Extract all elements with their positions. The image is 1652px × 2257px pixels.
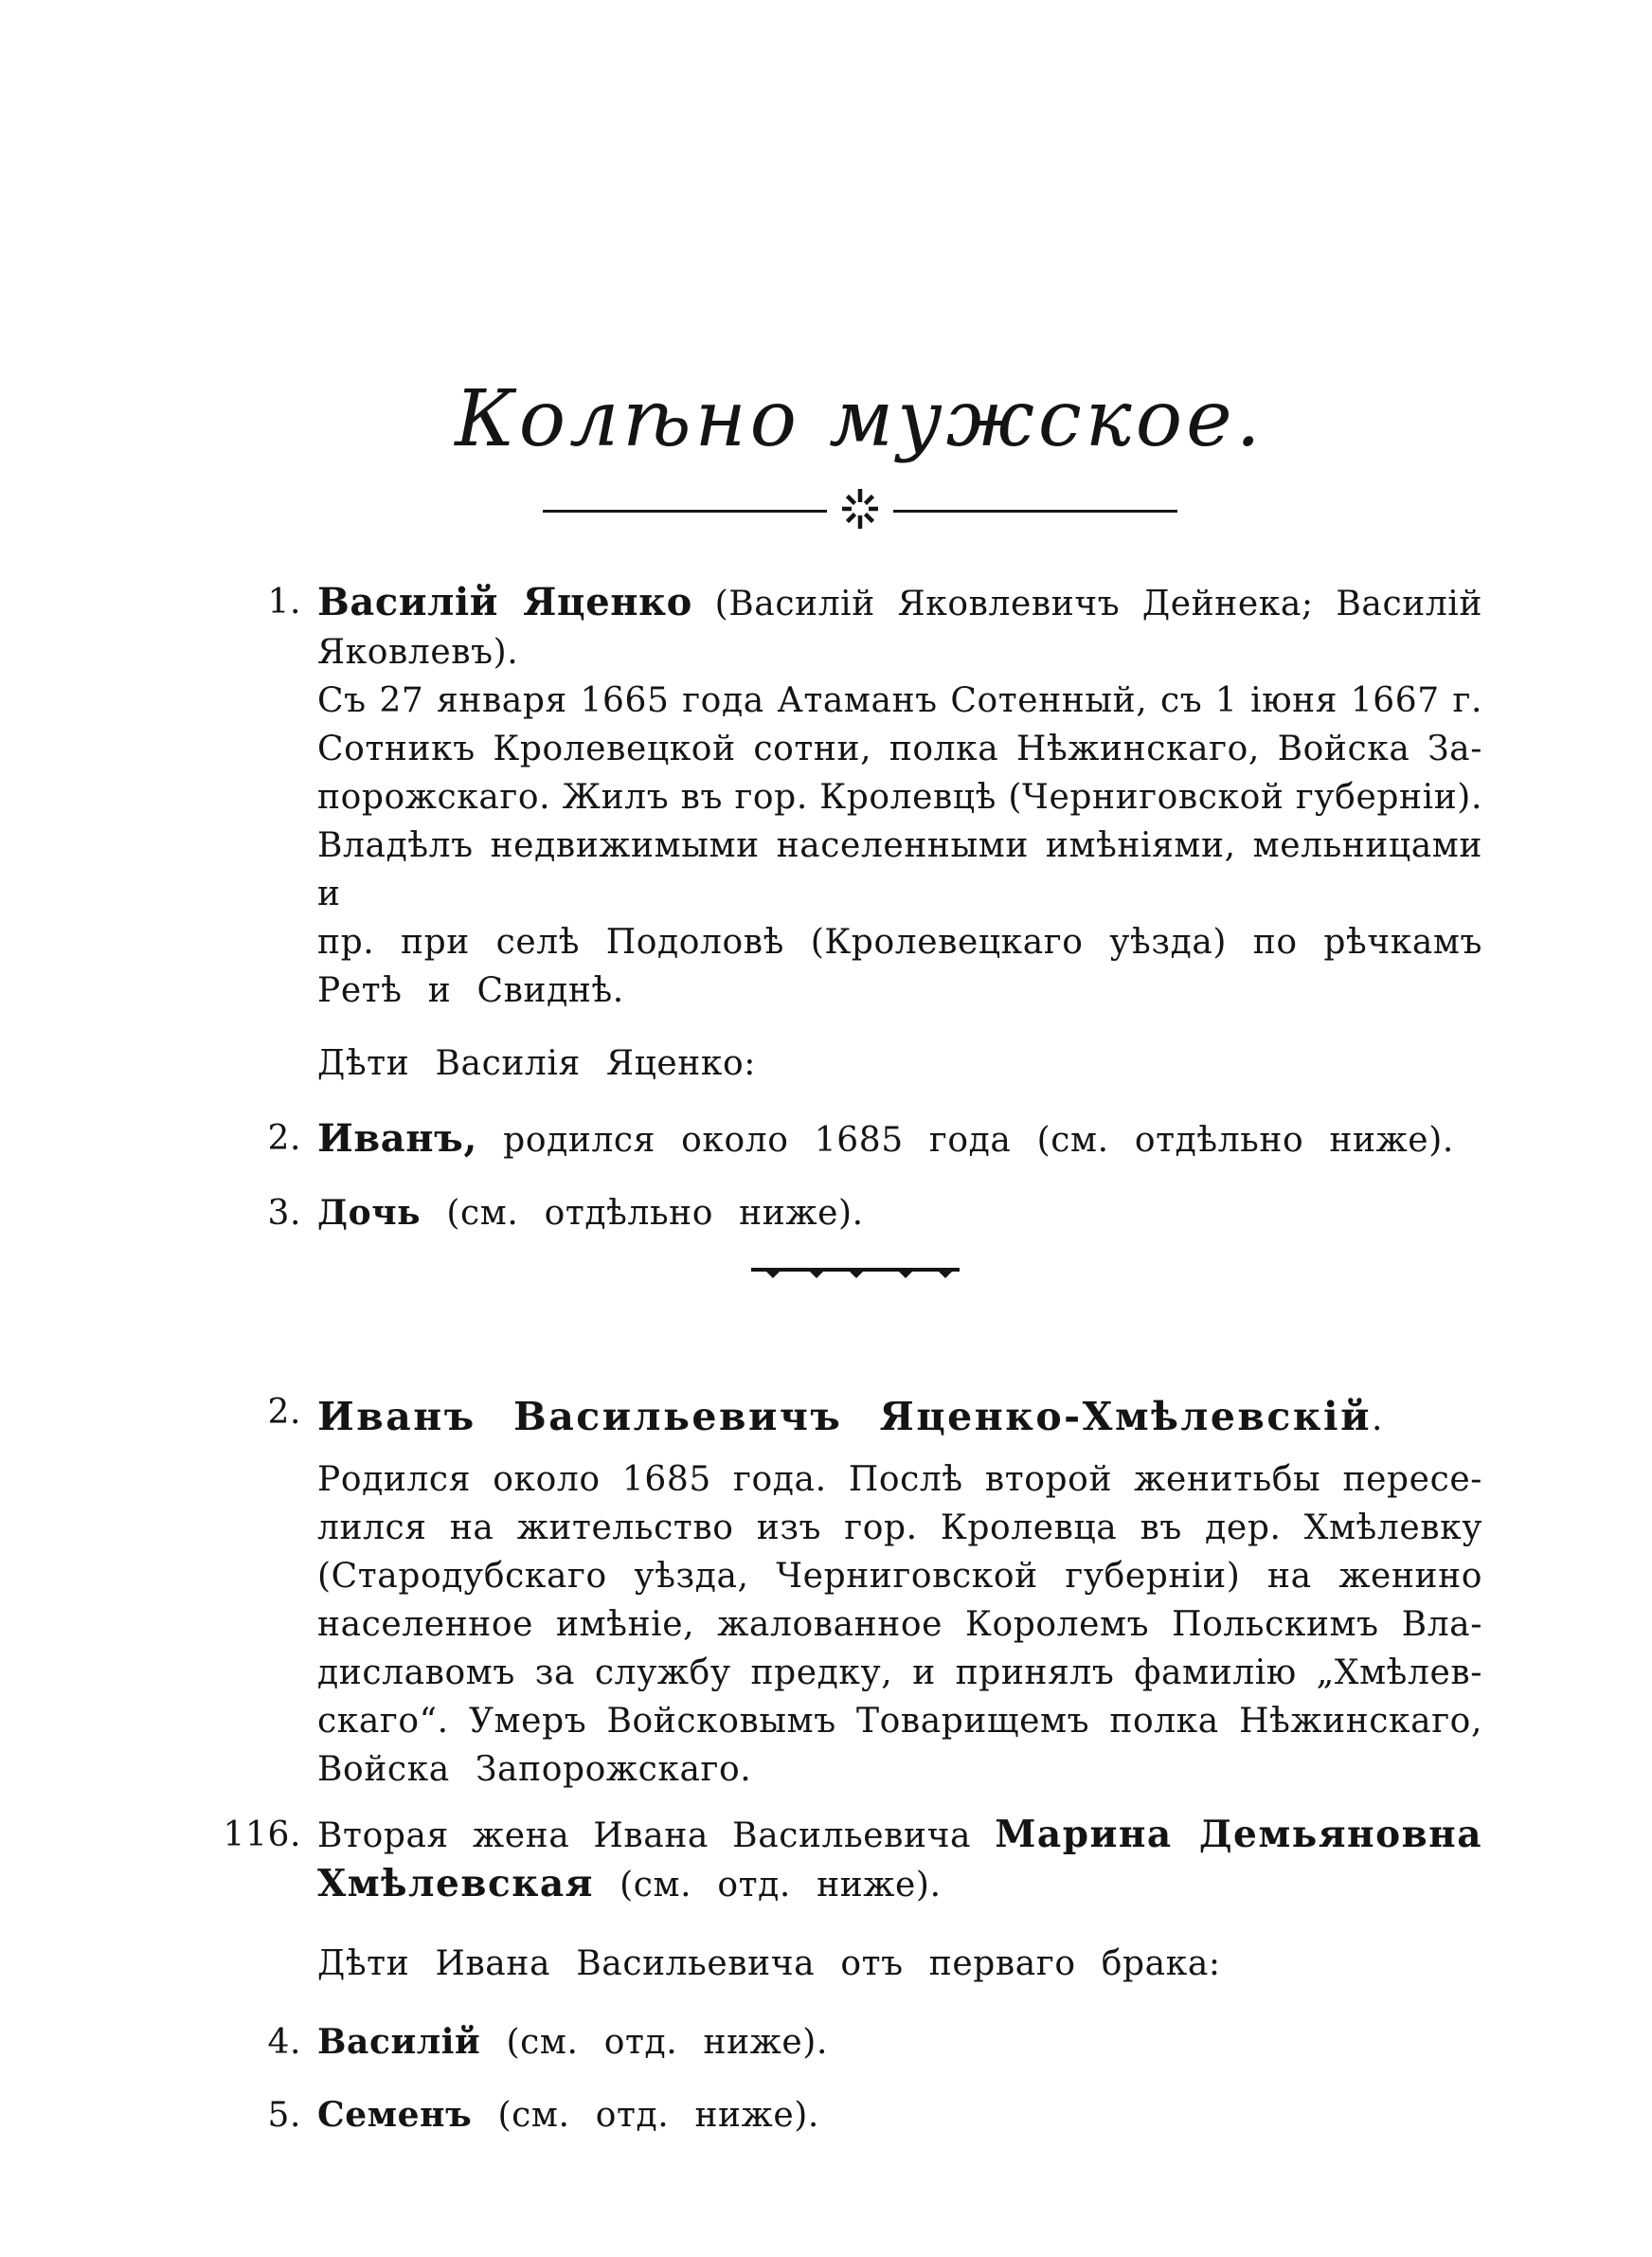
entry-line-continuation: [317, 1860, 1482, 1909]
entry-line: [317, 2091, 1482, 2140]
entry-line: [317, 2018, 1482, 2067]
paragraph-line: Съ 27 января 1665 года Атаманъ Сотенный, съ 1 іюня 1667 г.: [317, 681, 1482, 720]
person-name: Иванъ Васильевичъ Яценко-Хмѣлевскій: [317, 1394, 1372, 1439]
entry-text: (см. отд. ниже).: [506, 2023, 828, 2062]
person-name: Марина Демьяновна: [995, 1813, 1482, 1856]
person-name: Василій: [317, 2022, 481, 2062]
person-name: Иванъ,: [317, 1116, 477, 1161]
entry-number: 4.: [267, 2023, 301, 2062]
children-heading: Дѣти Василія Яценко:: [317, 1044, 757, 1083]
name-alias-continuation: Яковлевъ).: [317, 633, 519, 672]
paragraph-last-line: Ретѣ и Свиднѣ.: [317, 971, 624, 1010]
type-area: [223, 0, 1482, 2140]
person-name: Дочь: [317, 1193, 422, 1233]
genealogy-text: [223, 578, 1482, 2140]
section-2: [223, 1388, 1482, 2140]
entry-line: [317, 1811, 1482, 1860]
paragraph-line: населенное имѣніе, жалованное Королемъ Польскимъ Вла-: [317, 1605, 1482, 1644]
entry-2: [267, 1114, 1482, 1165]
entry-text: (см. отд. ниже).: [497, 2096, 819, 2135]
paragraph-line: пр. при селѣ Подоловѣ (Кролевецкаго уѣзда) по рѣчкамъ: [317, 923, 1482, 962]
paragraph-line: скаго“. Умеръ Войсковымъ Товарищемъ полка Нѣжинскаго,: [317, 1702, 1482, 1741]
entry-number: 2.: [267, 1119, 301, 1158]
entry-text: Вторая жена Ивана Васильевича: [317, 1816, 972, 1855]
entry-line: [317, 1114, 1482, 1165]
entry-5: [267, 2091, 1482, 2140]
page-title: Колѣно мужское.: [455, 374, 1265, 464]
paragraph-line: диславомъ за службу предку, и принялъ фамилію „Хмѣлев-: [317, 1653, 1482, 1692]
divider-line-left: [543, 510, 827, 513]
paragraph-line: лился на жительство изъ гор. Кролевца въ дер. Хмѣлевку: [317, 1508, 1482, 1547]
entry-name-line: [317, 578, 1482, 628]
entry-text: (см. отд. ниже).: [620, 1866, 942, 1905]
entry-2-detail: [267, 1388, 1482, 1794]
scalloped-rule-icon: [751, 1250, 960, 1289]
entry-number: 1.: [267, 583, 301, 622]
entry-116: [223, 1811, 1482, 1909]
paragraph-line: порожскаго. Жилъ въ гор. Кролевцѣ (Черниговской губерніи).: [317, 778, 1482, 817]
entry-number: 3.: [267, 1194, 301, 1233]
entry-number: 2.: [267, 1393, 301, 1432]
person-surname: Хмѣлевская: [317, 1862, 594, 1905]
name-alias-text: (Василій Яковлевичъ Дейнека; Василій: [714, 585, 1482, 623]
entry-number: 116.: [223, 1815, 301, 1854]
section-divider: [751, 1268, 1482, 1280]
entry-number: 5.: [267, 2096, 301, 2135]
entry-heading: [317, 1388, 1482, 1448]
entry-1: [267, 578, 1482, 1088]
paragraph-line: Родился около 1685 года. Послѣ второй женитьбы пересе-: [317, 1460, 1482, 1499]
entry-text: родился около 1685 года (см. отдѣльно ниже).: [503, 1121, 1454, 1160]
eight-spoke-star-icon: [838, 487, 882, 534]
divider-line-right: [893, 510, 1177, 513]
children-heading: Дѣти Ивана Васильевича отъ перваго брака:: [317, 1944, 1221, 1983]
person-name: Василій Яценко: [317, 580, 692, 624]
entry-line: [317, 1189, 1482, 1237]
heading-period: .: [1371, 1399, 1384, 1438]
entry-text: (см. отдѣльно ниже).: [446, 1194, 864, 1233]
entry-4: [267, 2018, 1482, 2067]
person-name: Семенъ: [317, 2095, 473, 2135]
paragraph-line: Сотникъ Кролевецкой сотни, полка Нѣжинскаго, Войска За-: [317, 730, 1482, 768]
title-divider: [237, 487, 1482, 534]
children-heading-2: [317, 1940, 1482, 1988]
entry-3: [267, 1189, 1482, 1237]
paragraph-last-line: Войска Запорожскаго.: [317, 1750, 752, 1789]
paragraph-line: (Стародубскаго уѣзда, Черниговской губерніи) на женино: [317, 1557, 1482, 1596]
paragraph-line: Владѣлъ недвижимыми населенными имѣніями, мельницами и: [317, 826, 1482, 913]
